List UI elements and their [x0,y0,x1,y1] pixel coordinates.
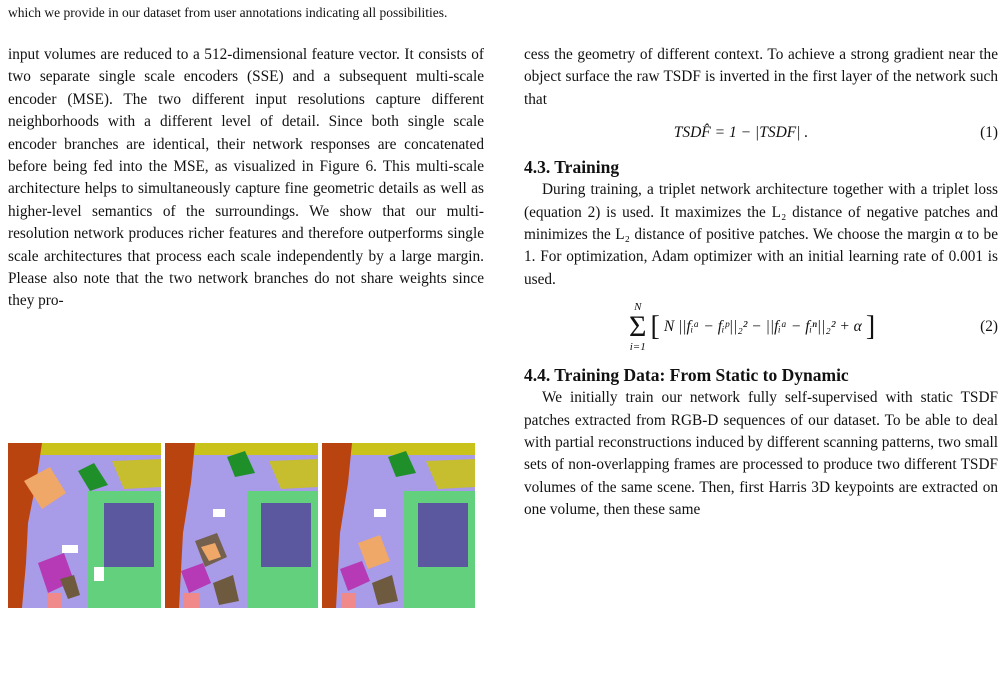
scene-render-2 [165,443,318,608]
scene-render-1 [8,443,161,608]
left-paragraph: input volumes are reduced to a 512-dimensional feature vector. It consists of two separate single scale encoders (SSE) and a subsequent multi-scale encoder (MSE). The two different input resolutions capture different neighborhoods with a different level of detail. Since both single scale encoder branches are identical, their network responses are concatenated before being fed into the MSE, as visualized in Figure 6. This multi-scale architecture helps to simultaneously capture fine geometric details as well as higher-level semantics of the surroundings. We show that our multi-resolution network produces richer features and therefore outperforms single scale architectures that process each scale independently by a large margin. Please also note that the two network branches do not share weights since they pro- [8,46,484,310]
right-column [524,44,998,522]
right-paragraph-1: cess the geometry of different context. To achieve a strong gradient near the object surface the raw TSDF is inverted in the first layer of the network such that [524,46,998,108]
equation-2: N Σ i=1 [ N ||fᵢᵃ − fᵢᵖ||₂² − ||fᵢᵃ − fᵢⁿ||₂² + α ] (2) [629,301,998,354]
caption-tail: which we provide in our dataset from user annotations indicating all possibilities. [8,5,448,20]
equation-2-number: (2) [980,318,998,336]
training-data-paragraph: We initially train our network fully self-supervised with static TSDF patches extracted from RGB-D sequences of our dataset. To be able to deal with partial reconstructions induced by different scanning patterns, two small sets of non-overlapping frames are processed to produce two different TSDF volumes of the same scene. Then, first Harris 3D keypoints are extracted on one volume, then these same [524,389,998,519]
sum-upper-limit: N [634,301,642,314]
equation-1-body: TSDF̂ = 1 − |TSDF| . [673,124,809,142]
training-paragraph: During training, a triplet network architecture together with a triplet loss (equation 2) is used. It maximizes the L₂ distance of negative patches and minimizes the L₂ distance of positive patches. We choose the margin α to be 1. For optimization, Adam optimizer with an initial learning rate of 0.001 is used. [524,181,998,288]
figure-row [8,443,475,608]
sum-operator: N Σ i=1 [629,301,647,354]
equation-1 [524,111,998,155]
left-column [8,44,484,313]
section-training-title: 4.3. Training [524,157,620,178]
scene-render-3 [322,443,475,608]
equation-2-body: N ||fᵢᵃ − fᵢᵖ||₂² − ||fᵢᵃ − fᵢⁿ||₂² + α [663,318,862,336]
section-data-title: 4.4. Training Data: From Static to Dynamic [524,365,849,386]
sum-lower-limit: i=1 [629,341,646,354]
equation-1-number: (1) [980,124,998,142]
